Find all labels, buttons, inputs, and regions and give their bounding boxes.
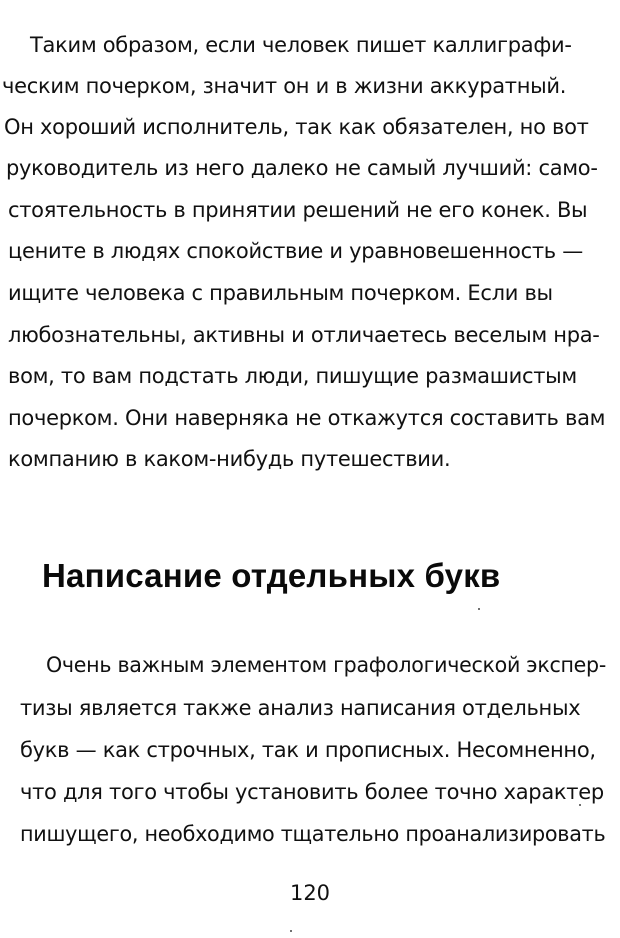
paragraph-2-line-4: что для того чтобы установить более точно характер (20, 780, 604, 804)
paragraph-1-line-6: цените в людях спокойствие и уравновешенность — (8, 239, 583, 263)
paragraph-1-line-4: руководитель из него далеко не самый лучший: само- (6, 156, 598, 180)
paragraph-1-line-1: Таким образом, если человек пишет каллиграфи- (30, 33, 572, 57)
paragraph-2-line-5: пишущего, необходимо тщательно проанализировать (20, 822, 606, 846)
scan-speck (290, 930, 292, 932)
paragraph-1-line-8: любознательны, активны и отличаетесь веселым нра- (8, 323, 600, 347)
paragraph-1-line-3: Он хороший исполнитель, так как обязателен, но вот (4, 115, 589, 139)
paragraph-1-line-2: ческим почерком, значит он и в жизни аккуратный. (2, 74, 567, 98)
paragraph-1-line-10: почерком. Они наверняка не откажутся составить вам (8, 406, 606, 430)
paragraph-2-line-3: букв — как строчных, так и прописных. Несомненно, (20, 738, 596, 762)
paragraph-2-line-1: Очень важным элементом графологической экспер- (46, 653, 606, 677)
section-heading: Написание отдельных букв (42, 557, 501, 594)
page-number: 120 (289, 881, 331, 905)
paragraph-1-line-11: компанию в каком-нибудь путешествии. (8, 447, 451, 471)
paragraph-1-line-5: стоятельность в принятии решений не его конек. Вы (8, 198, 588, 222)
scan-speck (478, 608, 480, 610)
paragraph-1-line-9: вом, то вам подстать люди, пишущие размашистым (8, 364, 577, 388)
paragraph-2-line-2: тизы является также анализ написания отдельных (20, 696, 581, 720)
paragraph-1-line-7: ищите человека с правильным почерком. Если вы (8, 281, 553, 305)
scan-speck (579, 804, 581, 806)
